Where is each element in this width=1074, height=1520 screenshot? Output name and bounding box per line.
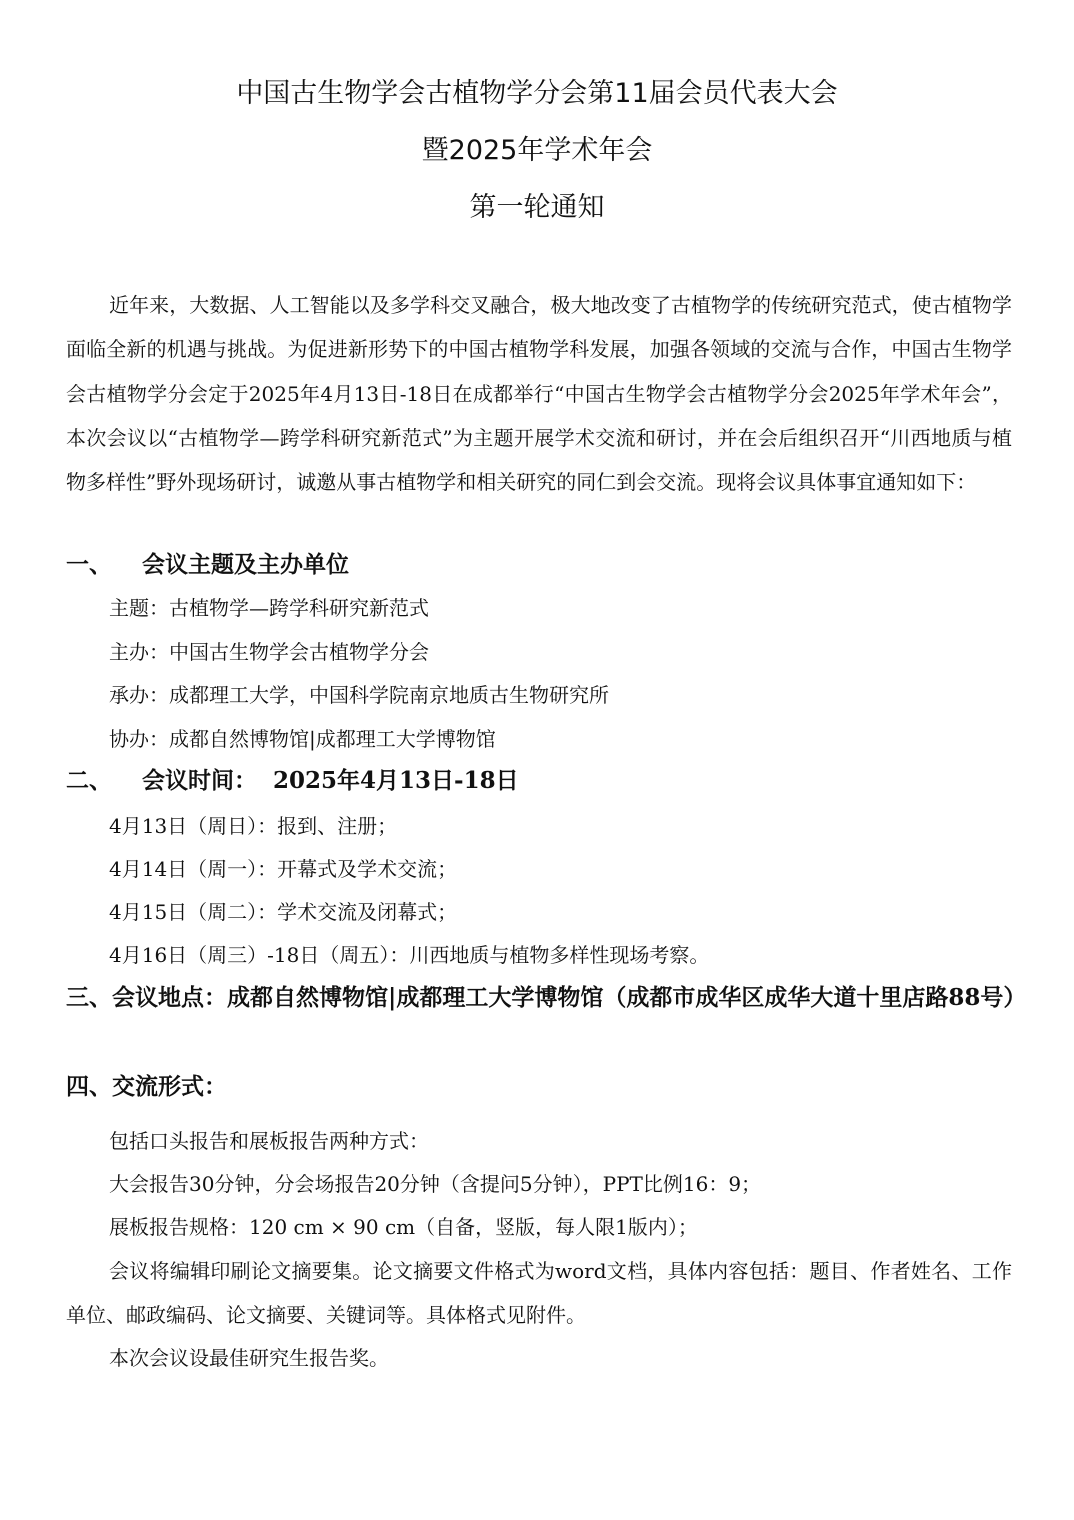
schedule-line-2: 4月14日（周一）：开幕式及学术交流； bbox=[109, 857, 458, 881]
section-1-line-coorganizer: 协办：成都自然博物馆|成都理工大学博物馆 bbox=[109, 727, 496, 751]
section-4-line-1: 包括口头报告和展板报告两种方式： bbox=[109, 1129, 429, 1153]
schedule-line-4: 4月16日（周三）-18日（周五）：川西地质与植物多样性现场考察。 bbox=[109, 943, 710, 967]
section-4-heading: 四、交流形式： bbox=[66, 1073, 227, 1100]
section-4-award: 本次会议设最佳研究生报告奖。 bbox=[109, 1346, 389, 1370]
section-1-line-organizer: 承办：成都理工大学，中国科学院南京地质古生物研究所 bbox=[109, 683, 609, 707]
title-line-1: 中国古生物学会古植物学分会第11届会员代表大会 bbox=[236, 78, 838, 109]
section-2-date: 2025年4月13日-18日 bbox=[273, 767, 519, 794]
title-line-3: 第一轮通知 bbox=[469, 192, 605, 223]
section-2-title: 会议时间： bbox=[142, 767, 257, 794]
section-4-line-2: 大会报告30分钟，分会场报告20分钟（含提问5分钟），PPT比例16：9； bbox=[109, 1172, 762, 1196]
section-1-heading bbox=[66, 545, 349, 585]
section-3-venue: 三、会议地点：成都自然博物馆|成都理工大学博物馆（成都市成华区成华大道十里店路88号） bbox=[66, 984, 1027, 1011]
section-1-line-host: 主办：中国古生物学会古植物学分会 bbox=[109, 640, 429, 664]
section-1-line-theme: 主题：古植物学—跨学科研究新范式 bbox=[109, 596, 429, 620]
section-2-number: 二、 bbox=[66, 767, 112, 794]
section-1-number: 一、 bbox=[66, 551, 112, 578]
section-1-title: 会议主题及主办单位 bbox=[142, 551, 349, 578]
section-2-heading bbox=[66, 761, 519, 801]
section-4-abstract-paragraph: 会议将编辑印刷论文摘要集。论文摘要文件格式为word文档，具体内容包括：题目、作者姓名、工作单位、邮政编码、论文摘要、关键词等。具体格式见附件。 bbox=[66, 1259, 1012, 1327]
title-line-2: 暨2025年学术年会 bbox=[421, 135, 653, 166]
intro-paragraph: 近年来，大数据、人工智能以及多学科交叉融合，极大地改变了古植物学的传统研究范式，使古植物学面临全新的机遇与挑战。为促进新形势下的中国古植物学科发展，加强各领域的交流与合作，中国古生物学会古植物学分会定于2025年4月13日-18日在成都举行“中国古生物学会古植物学分会2025年学术年会”，本次会议以“古植物学—跨学科研究新范式”为主题开展学术交流和研讨，并在会后组织召开“川西地质与植物多样性”野外现场研讨，诚邀从事古植物学和相关研究的同仁到会交流。现将会议具体事宜通知如下： bbox=[66, 293, 1012, 495]
schedule-line-3: 4月15日（周二）：学术交流及闭幕式； bbox=[109, 900, 458, 924]
section-4-line-3: 展板报告规格：120 cm × 90 cm（自备，竖版，每人限1版内）； bbox=[109, 1215, 698, 1239]
schedule-line-1: 4月13日（周日）：报到、注册； bbox=[109, 814, 398, 838]
